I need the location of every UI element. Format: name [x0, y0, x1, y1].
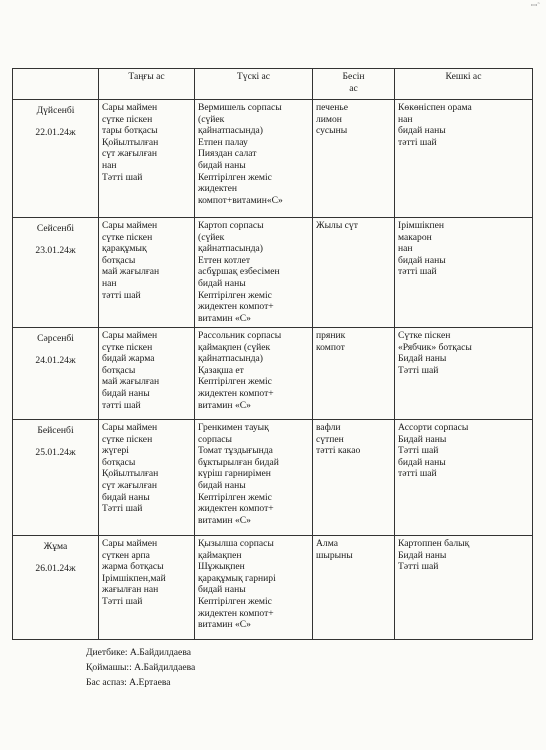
breakfast-cell	[99, 328, 195, 420]
dinner-item: Тәтті шай	[398, 561, 439, 573]
table-header-row	[13, 69, 533, 100]
lunch-item: қаймақпен	[198, 549, 242, 561]
lunch-item: витамин «С»	[198, 399, 251, 411]
lunch-item: бұктырылған бидай	[198, 456, 279, 468]
lunch-item: Рассольник сорпасы	[198, 330, 282, 341]
day-name: Жұма	[43, 541, 68, 552]
dinner-item: тәтті шай	[398, 136, 437, 148]
lunch-item: Кептірілген жеміс	[198, 595, 272, 607]
breakfast-item: қарақұмық	[102, 243, 147, 255]
header-lunch: Түскі ас	[195, 69, 313, 100]
table-row	[13, 328, 533, 420]
dinner-item: макарон	[398, 231, 432, 243]
breakfast-cell	[99, 420, 195, 536]
snack-item: сүтпен	[316, 433, 344, 445]
lunch-item: (сүйек	[198, 113, 225, 125]
day-date: 23.01.24ж	[35, 244, 76, 256]
lunch-item: жидектен компот+	[198, 503, 274, 515]
dinner-item: бидай наны	[398, 125, 446, 137]
lunch-item: қарақұмық гарнирі	[198, 572, 276, 584]
snack-cell	[313, 218, 395, 328]
table-row	[13, 536, 533, 640]
breakfast-item: ботқасы	[102, 364, 136, 376]
dinner-item: тәтті шай	[398, 266, 437, 278]
lunch-item: Томат тұздығында	[198, 445, 273, 457]
breakfast-item: Сары маймен	[102, 220, 158, 231]
dinner-item: тәтті шай	[398, 468, 437, 480]
dinner-item: Ассорти сорпасы	[398, 422, 469, 433]
day-name: Бейсенбі	[37, 425, 74, 436]
breakfast-item: сүтке піскен	[102, 231, 153, 243]
signature-dietician: Диетбике: А.Байдилдаева	[86, 647, 191, 658]
breakfast-item: май жағылған	[102, 266, 160, 278]
lunch-item: бидай наны	[198, 584, 246, 596]
dinner-item: Бидай наны	[398, 353, 447, 365]
dinner-cell	[395, 328, 533, 420]
lunch-item: қайнатпасында)	[198, 125, 263, 137]
dinner-item: бидай наны	[398, 254, 446, 266]
breakfast-item: сүтке піскен	[102, 433, 153, 445]
breakfast-item: Сары маймен	[102, 538, 158, 549]
signature-storekeeper: Қоймашы:: А.Байдилдаева	[86, 662, 196, 673]
day-date: 26.01.24ж	[35, 562, 76, 574]
snack-item: шырыны	[316, 549, 353, 561]
signatures-block	[86, 645, 195, 690]
day-cell	[13, 420, 99, 536]
dinner-item: Көкөніспен орама	[398, 102, 472, 113]
day-name: Сәрсенбі	[37, 333, 74, 344]
day-cell	[13, 218, 99, 328]
breakfast-item: жүгері	[102, 445, 129, 457]
snack-item: компот	[316, 341, 345, 353]
dinner-item: Сүтке піскен	[398, 330, 451, 341]
dinner-cell	[395, 420, 533, 536]
dinner-item: Бидай наны	[398, 549, 447, 561]
lunch-item: Еттен котлет	[198, 254, 251, 266]
snack-item: вафли	[316, 422, 341, 433]
table-row	[13, 420, 533, 536]
lunch-item: Кептірілген жеміс	[198, 289, 272, 301]
lunch-item: бидай наны	[198, 277, 246, 289]
dinner-item: Тәтті шай	[398, 445, 439, 457]
lunch-item: бидай наны	[198, 159, 246, 171]
breakfast-item: нан	[102, 159, 117, 171]
breakfast-item: Қойылтылған	[102, 468, 159, 480]
lunch-item: жидектен	[198, 183, 238, 195]
breakfast-item: тәтті шай	[102, 289, 141, 301]
lunch-item: витамин «С»	[198, 619, 251, 631]
breakfast-item: сүт жағылған	[102, 479, 158, 491]
lunch-item: Кептірілген жеміс	[198, 376, 272, 388]
lunch-item: сорпасы	[198, 433, 232, 445]
lunch-item: бидай наны	[198, 479, 246, 491]
lunch-item: жидектен компот+	[198, 607, 274, 619]
breakfast-item: Сары маймен	[102, 102, 158, 113]
breakfast-item: бидай наны	[102, 387, 150, 399]
lunch-item: Картоп сорпасы	[198, 220, 264, 231]
table-row	[13, 100, 533, 218]
breakfast-item: нан	[102, 277, 117, 289]
lunch-cell	[195, 420, 313, 536]
lunch-item: Қазақша ет	[198, 364, 244, 376]
lunch-item: витамин «С»	[198, 312, 251, 324]
weekly-menu-table	[12, 68, 533, 640]
lunch-item: Қызылша сорпасы	[198, 538, 274, 549]
snack-item: Алма	[316, 538, 338, 549]
lunch-item: Шұжықпен	[198, 561, 245, 573]
breakfast-item: май жағылған	[102, 376, 160, 388]
day-date: 24.01.24ж	[35, 354, 76, 366]
day-cell	[13, 328, 99, 420]
dinner-cell	[395, 536, 533, 640]
lunch-cell	[195, 536, 313, 640]
lunch-item: Етпен палау	[198, 136, 248, 148]
breakfast-item: Сары маймен	[102, 422, 158, 433]
breakfast-item: Қойылтылған	[102, 136, 159, 148]
dinner-cell	[395, 218, 533, 328]
breakfast-item: ботқасы	[102, 456, 136, 468]
dinner-cell	[395, 100, 533, 218]
snack-cell	[313, 420, 395, 536]
lunch-item: Пияздан салат	[198, 148, 257, 160]
breakfast-cell	[99, 536, 195, 640]
breakfast-item: сүткен арпа	[102, 549, 150, 561]
lunch-item: Кептірілген жеміс	[198, 491, 272, 503]
snack-item: пряник	[316, 330, 346, 341]
breakfast-item: бидай жарма	[102, 353, 155, 365]
corner-mark-icon: ꟷ˜	[530, 1, 540, 10]
breakfast-item: ботқасы	[102, 254, 136, 266]
snack-cell	[313, 536, 395, 640]
snack-item: Жылы сүт	[316, 220, 358, 231]
lunch-item: Гренкимен тауық	[198, 422, 269, 433]
lunch-cell	[195, 328, 313, 420]
breakfast-item: Тәтті шай	[102, 171, 143, 183]
header-snack: Бесін ас	[313, 69, 395, 100]
lunch-item: компот+витамин«С»	[198, 194, 283, 206]
lunch-item: асбұршақ езбесімен	[198, 266, 280, 278]
day-date: 25.01.24ж	[35, 446, 76, 458]
breakfast-item: бидай наны	[102, 491, 150, 503]
breakfast-item: сүтке піскен	[102, 113, 153, 125]
table-row	[13, 218, 533, 328]
snack-item: лимон	[316, 113, 342, 125]
dinner-item: нан	[398, 113, 413, 125]
header-dinner: Кешкі ас	[395, 69, 533, 100]
dinner-item: «Рябчик» ботқасы	[398, 341, 472, 353]
lunch-item: қайнатпасында)	[198, 353, 263, 365]
lunch-cell	[195, 100, 313, 218]
lunch-item: Кептірілген жеміс	[198, 171, 272, 183]
breakfast-item: сүт жағылған	[102, 148, 158, 160]
breakfast-item: Ірімшікпен,май	[102, 572, 166, 584]
dinner-item: нан	[398, 243, 413, 255]
header-breakfast: Таңғы ас	[99, 69, 195, 100]
header-empty	[13, 69, 99, 100]
lunch-item: жидектен компот+	[198, 387, 274, 399]
signature-chef: Бас аспаз: А.Ертаева	[86, 677, 171, 688]
breakfast-item: Сары маймен	[102, 330, 158, 341]
day-name: Дүйсенбі	[36, 105, 75, 116]
day-name: Сейсенбі	[36, 223, 75, 234]
day-cell	[13, 536, 99, 640]
dinner-item: бидай наны	[398, 456, 446, 468]
lunch-item: (сүйек	[198, 231, 225, 243]
breakfast-item: жағылған нан	[102, 584, 159, 596]
dinner-item: Тәтті шай	[398, 364, 439, 376]
breakfast-item: Тәтті шай	[102, 503, 143, 515]
dinner-item: Ірімшікпен	[398, 220, 444, 231]
table-body	[13, 100, 533, 640]
snack-cell	[313, 328, 395, 420]
lunch-item: қаймақпен (сүйек	[198, 341, 271, 353]
snack-item: тәтті какао	[316, 445, 361, 457]
dinner-item: Бидай наны	[398, 433, 447, 445]
breakfast-cell	[99, 100, 195, 218]
snack-item: сусыны	[316, 125, 348, 137]
breakfast-item: сүтке піскен	[102, 341, 153, 353]
dinner-item: Картоппен балық	[398, 538, 470, 549]
lunch-item: қайнатпасында)	[198, 243, 263, 255]
breakfast-cell	[99, 218, 195, 328]
breakfast-item: тәтті шай	[102, 399, 141, 411]
lunch-item: жидектен компот+	[198, 301, 274, 313]
day-date: 22.01.24ж	[35, 126, 76, 138]
snack-item: печенье	[316, 102, 349, 113]
lunch-item: витамин «С»	[198, 514, 251, 526]
lunch-item: күріш гарнирімен	[198, 468, 271, 480]
breakfast-item: Тәтті шай	[102, 595, 143, 607]
lunch-cell	[195, 218, 313, 328]
lunch-item: Вермишель сорпасы	[198, 102, 282, 113]
breakfast-item: жарма ботқасы	[102, 561, 164, 573]
day-cell	[13, 100, 99, 218]
snack-cell	[313, 100, 395, 218]
breakfast-item: тары ботқасы	[102, 125, 158, 137]
